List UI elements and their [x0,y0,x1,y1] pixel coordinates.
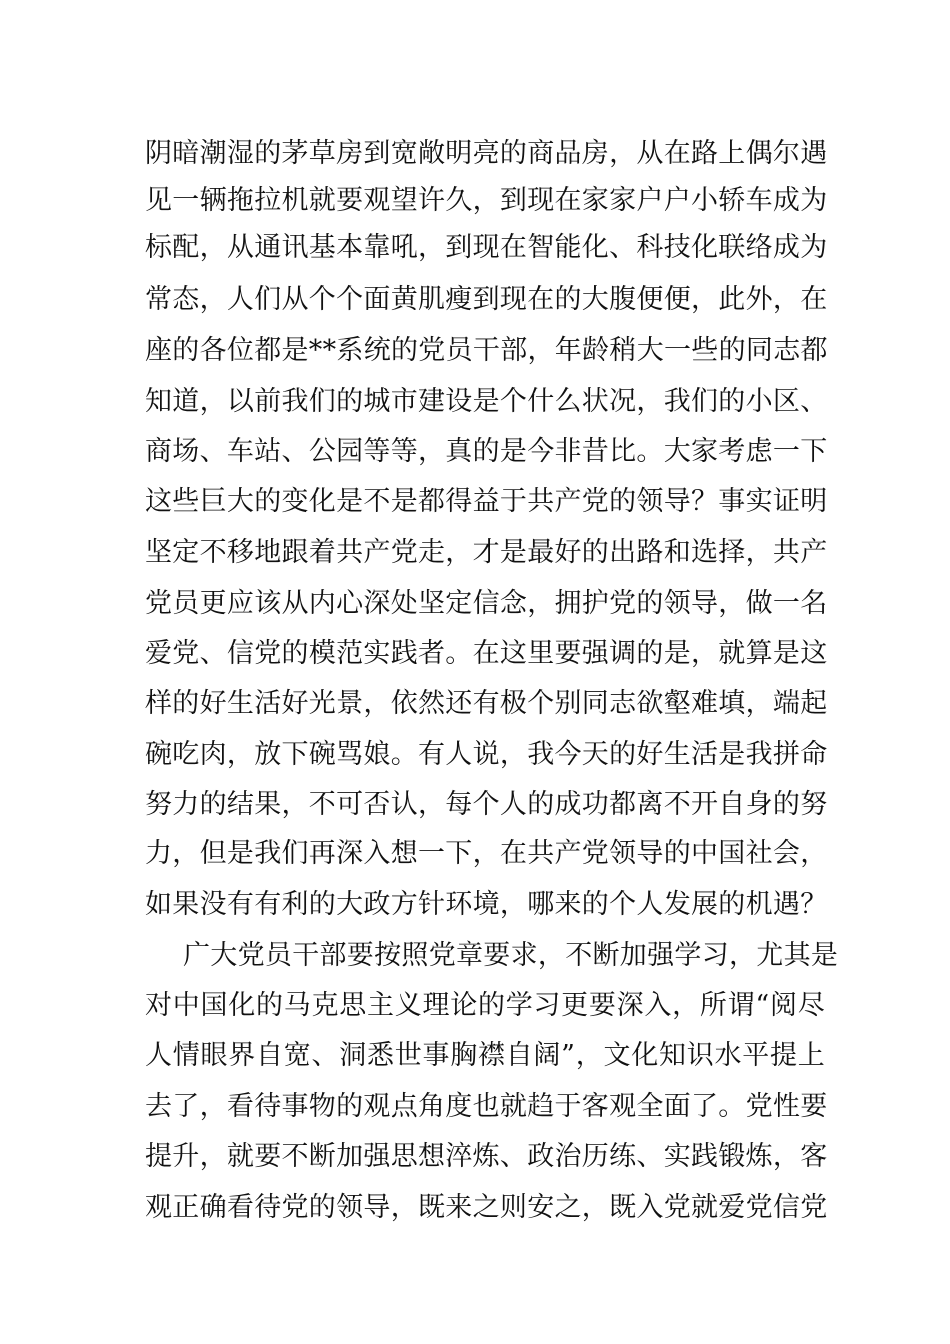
paragraph-1-last-line: 如果没有有利的大政方针环境，哪来的个人发展的机遇？ [145,889,828,920]
paragraph-1-line: 标配，从通讯基本靠吼，到现在智能化、科技化联络成为 [145,232,828,263]
paragraph-1-line: 努力的结果，不可否认，每个人的成功都离不开自身的努 [145,789,828,820]
paragraph-2-first-line: 广大党员干部要按照党章要求，不断加强学习，尤其是 [183,940,839,971]
paragraph-1-line: 座的各位都是**系统的党员干部，年龄稍大一些的同志都 [145,335,828,366]
paragraph-1-line: 爱党、信党的模范实践者。在这里要强调的是，就算是这 [145,638,828,669]
paragraph-2-line: 提升，就要不断加强思想淬炼、政治历练、实践锻炼，客 [145,1141,828,1172]
paragraph-1-line: 样的好生活好光景，依然还有极个别同志欲壑难填，端起 [145,688,828,719]
paragraph-1-line: 碗吃肉，放下碗骂娘。有人说，我今天的好生活是我拼命 [145,739,828,770]
paragraph-1-line: 商场、车站、公园等等，真的是今非昔比。大家考虑一下 [145,436,828,467]
paragraph-2-line: 对中国化的马克思主义理论的学习更要深入，所谓“阅尽 [145,990,825,1021]
paragraph-1-line: 知道，以前我们的城市建设是个什么状况，我们的小区、 [145,386,828,417]
paragraph-1-line: 见一辆拖拉机就要观望许久，到现在家家户户小轿车成为 [145,185,828,216]
paragraph-1-line: 阴暗潮湿的茅草房到宽敞明亮的商品房，从在路上偶尔遇 [145,138,828,169]
paragraph-1-line: 常态，人们从个个面黄肌瘦到现在的大腹便便，此外，在 [145,284,828,315]
paragraph-2-line: 观正确看待党的领导，既来之则安之，既入党就爱党信党 [145,1192,828,1223]
paragraph-1-line: 坚定不移地跟着共产党走，才是最好的出路和选择，共产 [145,537,828,568]
paragraph-1-line: 力，但是我们再深入想一下，在共产党领导的中国社会， [145,838,828,869]
paragraph-2-line: 去了，看待事物的观点角度也就趋于客观全面了。党性要 [145,1091,828,1122]
paragraph-2-line: 人情眼界自宽、洞悉世事胸襟自阔”，文化知识水平提上 [145,1040,825,1071]
paragraph-1-line: 党员更应该从内心深处坚定信念，拥护党的领导，做一名 [145,588,828,619]
paragraph-1-line: 这些巨大的变化是不是都得益于共产党的领导？事实证明 [145,486,828,517]
